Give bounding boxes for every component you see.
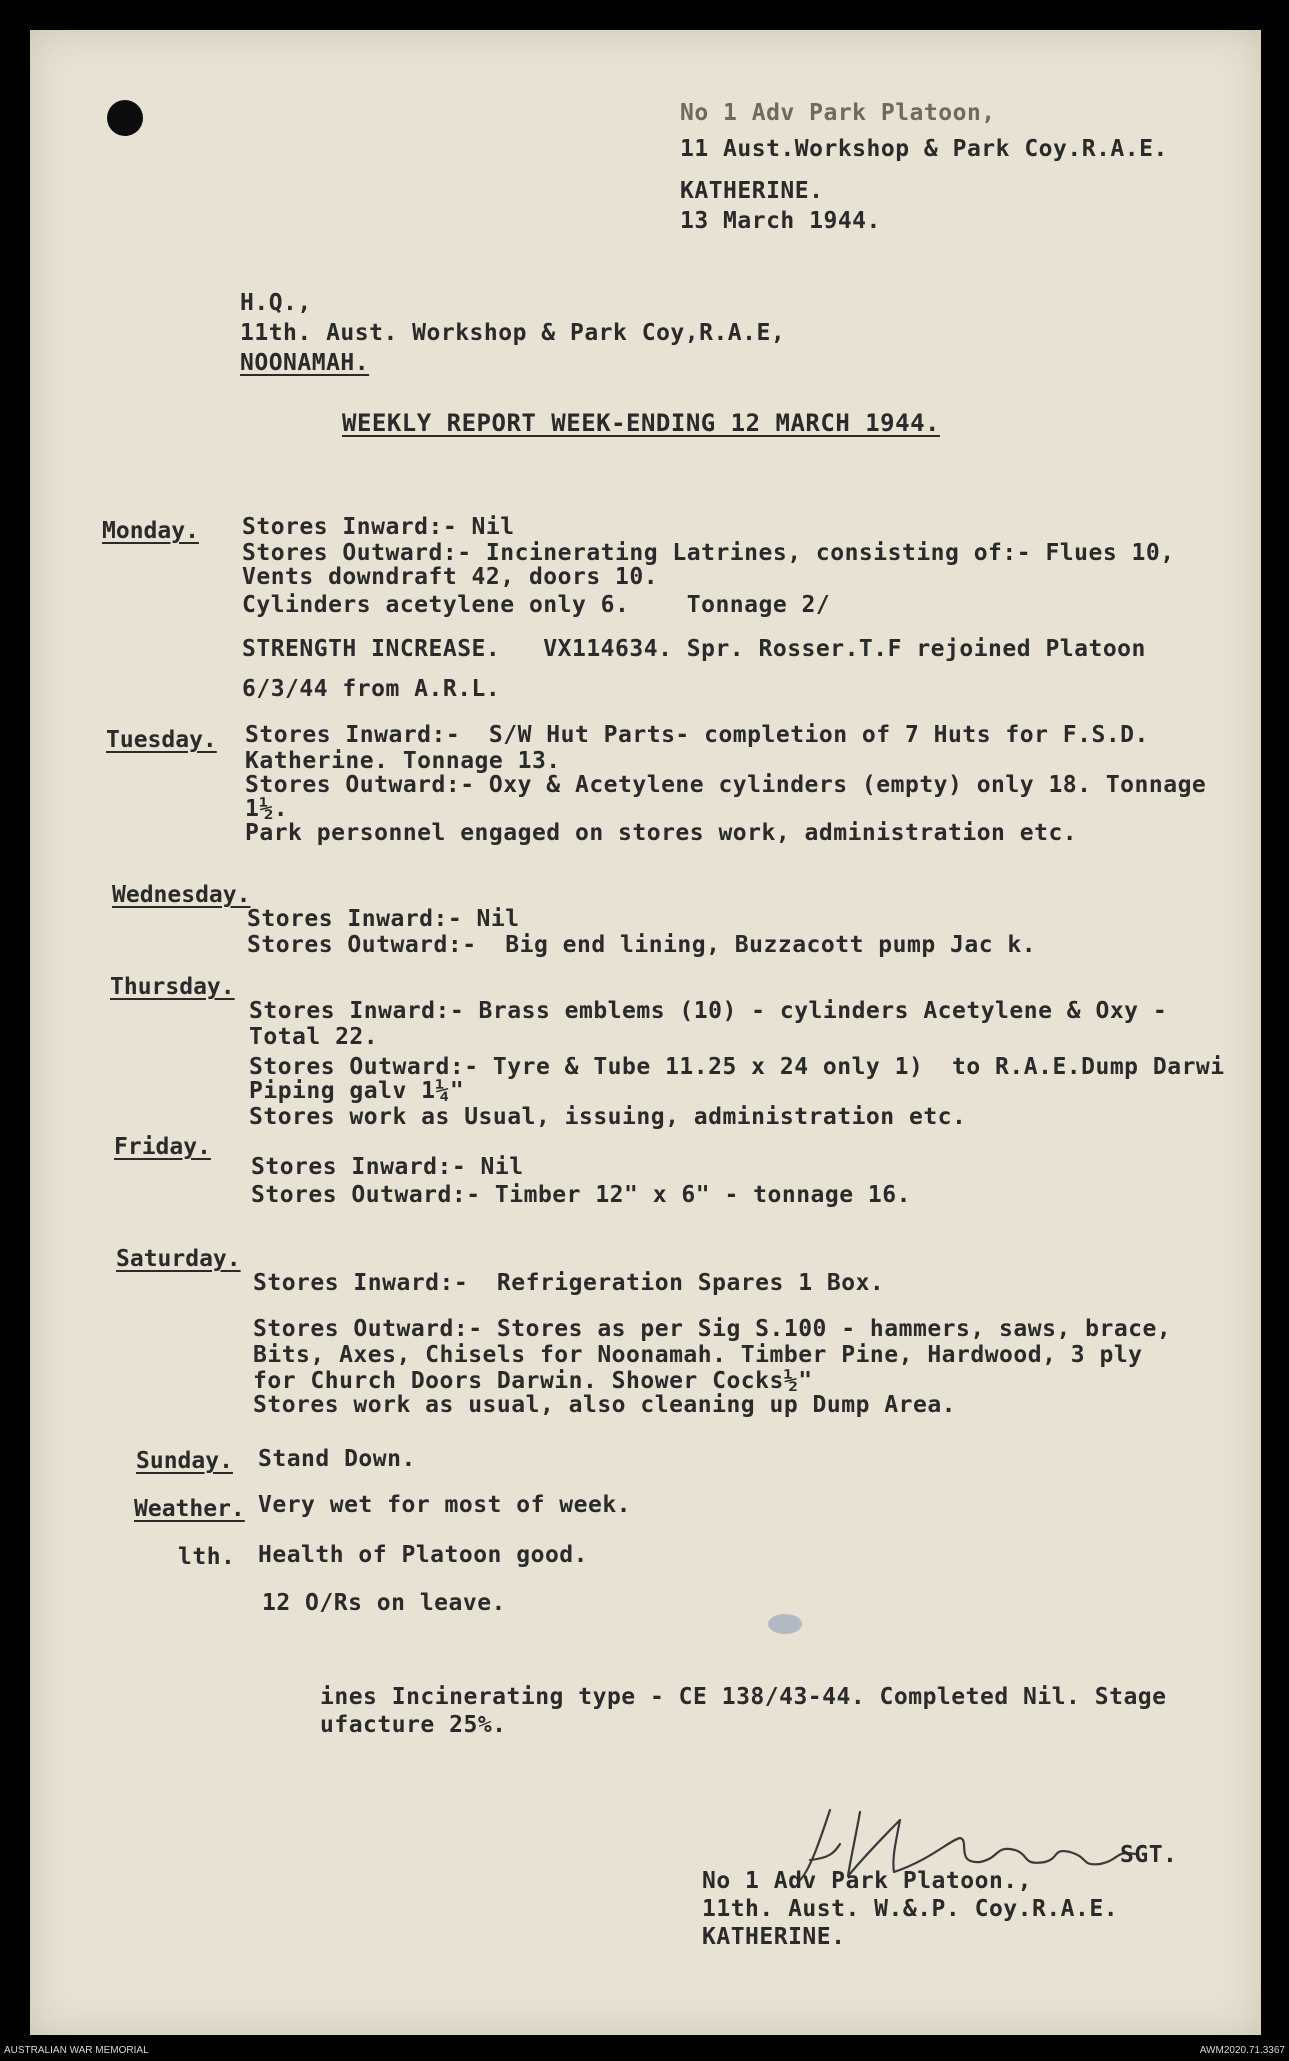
saturday-line-1: Stores Inward:- Refrigeration Spares 1 Box. bbox=[253, 1270, 885, 1296]
monday-line-4: Cylinders acetylene only 6. Tonnage 2/ bbox=[242, 592, 831, 618]
tuesday-line-5: Park personnel engaged on stores work, administration etc. bbox=[245, 820, 1078, 846]
signature-rank: SGT. bbox=[1120, 1842, 1178, 1868]
thursday-line-4: Piping galv 1¼" bbox=[249, 1078, 465, 1104]
report-date: 13 March 1944. bbox=[680, 208, 881, 234]
friday-line-2: Stores Outward:- Timber 12" x 6" - tonnage 16. bbox=[251, 1182, 911, 1208]
tuesday-line-3: Stores Outward:- Oxy & Acetylene cylinders (empty) only 18. Tonnage bbox=[245, 772, 1207, 798]
day-label-monday: Monday. bbox=[102, 518, 199, 544]
thursday-line-2: Total 22. bbox=[249, 1024, 379, 1050]
tuesday-line-1: Stores Inward:- S/W Hut Parts- completion of 7 Huts for F.S.D. bbox=[245, 722, 1149, 748]
wednesday-line-1: Stores Inward:- Nil bbox=[247, 906, 520, 932]
monday-line-2: Stores Outward:- Incinerating Latrines, consisting of:- Flues 10, bbox=[242, 540, 1175, 566]
day-label-sunday: Sunday. bbox=[136, 1448, 233, 1474]
sunday-text: Stand Down. bbox=[258, 1446, 416, 1472]
addressee-line-1: H.Q., bbox=[240, 290, 312, 316]
saturday-line-2: Stores Outward:- Stores as per Sig S.100 - hammers, saws, brace, bbox=[253, 1316, 1172, 1342]
weather-label: Weather. bbox=[134, 1496, 245, 1522]
day-label-friday: Friday. bbox=[114, 1134, 211, 1160]
saturday-line-3: Bits, Axes, Chisels for Noonamah. Timber Pine, Hardwood, 3 ply bbox=[253, 1342, 1143, 1368]
saturday-line-4: for Church Doors Darwin. Shower Cocks½" bbox=[253, 1368, 813, 1394]
thursday-line-1: Stores Inward:- Brass emblems (10) - cylinders Acetylene & Oxy - bbox=[249, 998, 1168, 1024]
punch-hole bbox=[107, 100, 143, 136]
sender-place: KATHERINE. bbox=[680, 178, 824, 204]
addressee-line-2: 11th. Aust. Workshop & Park Coy,R.A.E, bbox=[240, 320, 786, 346]
monday-line-6: 6/3/44 from A.R.L. bbox=[242, 676, 501, 702]
document-page bbox=[30, 30, 1261, 2035]
sender-company-line: 11 Aust.Workshop & Park Coy.R.A.E. bbox=[680, 136, 1168, 162]
signature-place: KATHERINE. bbox=[702, 1924, 846, 1950]
saturday-line-5: Stores work as usual, also cleaning up Dump Area. bbox=[253, 1392, 957, 1418]
monday-line-3: Vents downdraft 42, doors 10. bbox=[242, 564, 659, 590]
footer-right-id: AWM2020.71.3367 bbox=[1199, 2045, 1285, 2056]
addressee-line-3: NOONAMAH. bbox=[240, 350, 370, 376]
latrines-line-2: ufacture 25%. bbox=[320, 1712, 507, 1738]
thursday-line-5: Stores work as Usual, issuing, administration etc. bbox=[249, 1104, 967, 1130]
weather-text: Very wet for most of week. bbox=[258, 1492, 632, 1518]
day-label-tuesday: Tuesday. bbox=[106, 727, 217, 753]
footer-left-credit: AUSTRALIAN WAR MEMORIAL bbox=[4, 2045, 149, 2056]
leave-text: 12 O/Rs on leave. bbox=[262, 1590, 506, 1616]
latrines-line-1: ines Incinerating type - CE 138/43-44. Completed Nil. Stage bbox=[320, 1684, 1167, 1710]
signature-unit-line: No 1 Adv Park Platoon., bbox=[702, 1868, 1032, 1894]
friday-line-1: Stores Inward:- Nil bbox=[251, 1154, 524, 1180]
day-label-thursday: Thursday. bbox=[110, 974, 235, 1000]
thursday-line-3: Stores Outward:- Tyre & Tube 11.25 x 24 only 1) to R.A.E.Dump Darwi bbox=[249, 1054, 1225, 1080]
signature-company-line: 11th. Aust. W.&.P. Coy.R.A.E. bbox=[702, 1896, 1119, 1922]
day-label-wednesday: Wednesday. bbox=[112, 882, 251, 908]
day-label-saturday: Saturday. bbox=[116, 1246, 241, 1272]
sender-unit-line: No 1 Adv Park Platoon, bbox=[680, 100, 996, 126]
report-title: WEEKLY REPORT WEEK-ENDING 12 MARCH 1944. bbox=[342, 409, 940, 437]
monday-line-1: Stores Inward:- Nil bbox=[242, 514, 515, 540]
tuesday-line-4: 1½. bbox=[245, 796, 289, 822]
ink-smudge bbox=[768, 1614, 802, 1634]
wednesday-line-2: Stores Outward:- Big end lining, Buzzacott pump Jac k. bbox=[247, 932, 1037, 958]
tuesday-line-2: Katherine. Tonnage 13. bbox=[245, 748, 561, 774]
health-label: lth. bbox=[178, 1544, 236, 1570]
monday-line-5: STRENGTH INCREASE. VX114634. Spr. Rosser.T.F rejoined Platoon bbox=[242, 636, 1146, 662]
health-text: Health of Platoon good. bbox=[258, 1542, 588, 1568]
